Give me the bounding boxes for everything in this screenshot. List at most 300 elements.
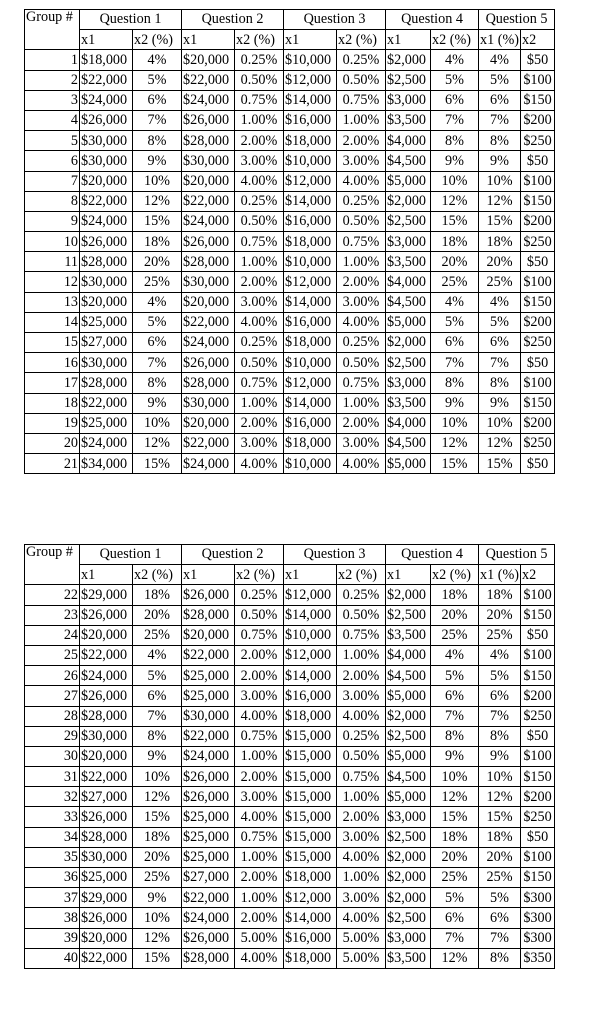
value-cell: 5% — [431, 888, 479, 908]
value-cell: $15,000 — [284, 787, 337, 807]
table-row — [25, 90, 555, 110]
value-cell: 18% — [479, 827, 521, 847]
value-cell: 1.00% — [235, 847, 284, 867]
value-cell: 6% — [479, 686, 521, 706]
value-cell: 0.75% — [337, 90, 386, 110]
value-cell: $12,000 — [284, 70, 337, 90]
value-cell: $100 — [521, 373, 555, 393]
value-cell: 1.00% — [235, 393, 284, 413]
value-cell: $30,000 — [182, 393, 235, 413]
value-cell: $15,000 — [284, 726, 337, 746]
value-cell: $3,500 — [386, 252, 431, 272]
value-cell: $3,500 — [386, 948, 431, 968]
value-cell: $28,000 — [80, 252, 133, 272]
value-cell: $26,000 — [80, 232, 133, 252]
variable-header: x1 — [182, 30, 235, 50]
question-header: Question 4 — [386, 10, 479, 30]
group-number-cell: 4 — [25, 110, 80, 130]
variable-header: x1 — [182, 565, 235, 585]
value-cell: 4.00% — [235, 312, 284, 332]
table-row — [25, 211, 555, 231]
value-cell: $2,500 — [386, 211, 431, 231]
value-cell: 25% — [133, 272, 182, 292]
group-number-cell: 21 — [25, 454, 80, 474]
value-cell: $12,000 — [284, 272, 337, 292]
value-cell: 20% — [431, 252, 479, 272]
value-cell: $25,000 — [80, 868, 133, 888]
value-cell: 0.50% — [337, 211, 386, 231]
table-row — [25, 70, 555, 90]
value-cell: 0.25% — [337, 50, 386, 70]
variable-header: x2 — [521, 565, 555, 585]
value-cell: $16,000 — [284, 413, 337, 433]
value-cell: $20,000 — [80, 171, 133, 191]
table-row — [25, 50, 555, 70]
value-cell: $15,000 — [284, 827, 337, 847]
value-cell: 4.00% — [337, 312, 386, 332]
group-number-cell: 17 — [25, 373, 80, 393]
group-number-cell: 38 — [25, 908, 80, 928]
question-header: Question 3 — [284, 545, 386, 565]
group-number-cell: 36 — [25, 868, 80, 888]
value-cell: $20,000 — [80, 292, 133, 312]
value-cell: 3.00% — [235, 151, 284, 171]
table-row — [25, 868, 555, 888]
value-cell: $24,000 — [182, 454, 235, 474]
value-cell: $26,000 — [80, 605, 133, 625]
value-cell: $2,000 — [386, 191, 431, 211]
value-cell: 3.00% — [337, 151, 386, 171]
value-cell: $22,000 — [182, 726, 235, 746]
value-cell: $12,000 — [284, 585, 337, 605]
value-cell: 8% — [133, 131, 182, 151]
data-table-groups-22-40 — [24, 544, 555, 969]
group-number-cell: 22 — [25, 585, 80, 605]
header-row-questions — [25, 10, 555, 30]
table-row — [25, 847, 555, 867]
value-cell: 9% — [431, 151, 479, 171]
question-header: Question 5 — [479, 10, 555, 30]
value-cell: 12% — [479, 191, 521, 211]
question-header: Question 2 — [182, 545, 284, 565]
value-cell: $18,000 — [284, 948, 337, 968]
value-cell: 9% — [133, 746, 182, 766]
question-header: Question 1 — [80, 10, 182, 30]
value-cell: 12% — [133, 191, 182, 211]
value-cell: $5,000 — [386, 312, 431, 332]
value-cell: 12% — [133, 787, 182, 807]
value-cell: 12% — [431, 433, 479, 453]
value-cell: 7% — [431, 706, 479, 726]
value-cell: $25,000 — [182, 827, 235, 847]
value-cell: $250 — [521, 807, 555, 827]
group-number-cell: 25 — [25, 645, 80, 665]
value-cell: 0.25% — [337, 333, 386, 353]
value-cell: $28,000 — [80, 827, 133, 847]
value-cell: $300 — [521, 888, 555, 908]
value-cell: $25,000 — [182, 847, 235, 867]
value-cell: 15% — [479, 807, 521, 827]
value-cell: 6% — [479, 908, 521, 928]
table-row — [25, 151, 555, 171]
value-cell: 18% — [479, 585, 521, 605]
group-header: Group # — [25, 545, 80, 585]
value-cell: 5% — [431, 666, 479, 686]
value-cell: $15,000 — [284, 807, 337, 827]
value-cell: $24,000 — [182, 908, 235, 928]
group-number-cell: 26 — [25, 666, 80, 686]
value-cell: $30,000 — [182, 151, 235, 171]
value-cell: $30,000 — [182, 706, 235, 726]
value-cell: $50 — [521, 50, 555, 70]
value-cell: 2.00% — [337, 131, 386, 151]
value-cell: 3.00% — [337, 827, 386, 847]
group-number-cell: 7 — [25, 171, 80, 191]
value-cell: 15% — [479, 454, 521, 474]
value-cell: 0.50% — [235, 70, 284, 90]
value-cell: $30,000 — [80, 272, 133, 292]
value-cell: 2.00% — [235, 666, 284, 686]
value-cell: 3.00% — [235, 686, 284, 706]
value-cell: $24,000 — [80, 211, 133, 231]
value-cell: $24,000 — [80, 90, 133, 110]
value-cell: 5% — [479, 70, 521, 90]
value-cell: $150 — [521, 292, 555, 312]
value-cell: 3.00% — [235, 292, 284, 312]
value-cell: 4.00% — [235, 706, 284, 726]
value-cell: $26,000 — [182, 928, 235, 948]
value-cell: $22,000 — [182, 645, 235, 665]
value-cell: 8% — [431, 726, 479, 746]
value-cell: 0.50% — [337, 70, 386, 90]
value-cell: $14,000 — [284, 605, 337, 625]
table-row — [25, 625, 555, 645]
value-cell: $200 — [521, 312, 555, 332]
value-cell: $2,000 — [386, 706, 431, 726]
value-cell: $10,000 — [284, 454, 337, 474]
value-cell: 5.00% — [235, 928, 284, 948]
value-cell: 20% — [479, 605, 521, 625]
value-cell: $22,000 — [80, 645, 133, 665]
question-header: Question 1 — [80, 545, 182, 565]
value-cell: 0.75% — [235, 726, 284, 746]
value-cell: $5,000 — [386, 454, 431, 474]
value-cell: $50 — [521, 151, 555, 171]
value-cell: 18% — [133, 232, 182, 252]
value-cell: 9% — [479, 393, 521, 413]
value-cell: 8% — [479, 726, 521, 746]
value-cell: $2,500 — [386, 827, 431, 847]
value-cell: $4,500 — [386, 151, 431, 171]
value-cell: $27,000 — [182, 868, 235, 888]
value-cell: $50 — [521, 625, 555, 645]
value-cell: 8% — [479, 948, 521, 968]
value-cell: 6% — [133, 90, 182, 110]
value-cell: $14,000 — [284, 666, 337, 686]
value-cell: $27,000 — [80, 333, 133, 353]
value-cell: 7% — [479, 928, 521, 948]
value-cell: $2,000 — [386, 333, 431, 353]
value-cell: 18% — [133, 585, 182, 605]
value-cell: $30,000 — [80, 353, 133, 373]
table-row — [25, 232, 555, 252]
value-cell: 4.00% — [235, 171, 284, 191]
value-cell: 6% — [431, 333, 479, 353]
variable-header: x1 (%) — [479, 565, 521, 585]
value-cell: 8% — [431, 131, 479, 151]
value-cell: $30,000 — [80, 131, 133, 151]
value-cell: 12% — [479, 433, 521, 453]
value-cell: $300 — [521, 928, 555, 948]
value-cell: $100 — [521, 645, 555, 665]
value-cell: $200 — [521, 211, 555, 231]
group-number-cell: 24 — [25, 625, 80, 645]
value-cell: $20,000 — [182, 171, 235, 191]
value-cell: 20% — [431, 847, 479, 867]
value-cell: $150 — [521, 90, 555, 110]
value-cell: 15% — [133, 807, 182, 827]
value-cell: $30,000 — [182, 272, 235, 292]
value-cell: 10% — [133, 908, 182, 928]
value-cell: 20% — [133, 252, 182, 272]
table-row — [25, 373, 555, 393]
value-cell: $22,000 — [182, 312, 235, 332]
value-cell: 5% — [479, 312, 521, 332]
table-row — [25, 706, 555, 726]
value-cell: $50 — [521, 353, 555, 373]
value-cell: 9% — [479, 151, 521, 171]
value-cell: 1.00% — [337, 110, 386, 130]
value-cell: $26,000 — [182, 787, 235, 807]
value-cell: 0.75% — [235, 232, 284, 252]
value-cell: $150 — [521, 666, 555, 686]
value-cell: $25,000 — [182, 686, 235, 706]
value-cell: 6% — [133, 686, 182, 706]
value-cell: 7% — [479, 110, 521, 130]
variable-header: x1 — [80, 30, 133, 50]
value-cell: 20% — [431, 605, 479, 625]
value-cell: 7% — [479, 353, 521, 373]
variable-header: x2 — [521, 30, 555, 50]
value-cell: $22,000 — [182, 70, 235, 90]
group-number-cell: 31 — [25, 767, 80, 787]
value-cell: $4,500 — [386, 767, 431, 787]
value-cell: 4.00% — [337, 847, 386, 867]
group-number-cell: 18 — [25, 393, 80, 413]
value-cell: 20% — [479, 252, 521, 272]
value-cell: $5,000 — [386, 171, 431, 191]
value-cell: $3,000 — [386, 373, 431, 393]
value-cell: $4,000 — [386, 272, 431, 292]
table-row — [25, 746, 555, 766]
value-cell: $18,000 — [284, 868, 337, 888]
value-cell: $16,000 — [284, 110, 337, 130]
value-cell: 15% — [133, 454, 182, 474]
value-cell: 25% — [133, 625, 182, 645]
value-cell: 5.00% — [337, 948, 386, 968]
value-cell: $2,500 — [386, 726, 431, 746]
group-number-cell: 35 — [25, 847, 80, 867]
group-number-cell: 32 — [25, 787, 80, 807]
value-cell: 12% — [431, 787, 479, 807]
value-cell: $10,000 — [284, 50, 337, 70]
value-cell: $24,000 — [182, 333, 235, 353]
data-table-groups-1-21 — [24, 9, 555, 474]
table-row — [25, 585, 555, 605]
table-row — [25, 333, 555, 353]
table-row — [25, 645, 555, 665]
value-cell: 2.00% — [235, 908, 284, 928]
value-cell: $350 — [521, 948, 555, 968]
value-cell: $28,000 — [182, 373, 235, 393]
value-cell: $24,000 — [80, 433, 133, 453]
value-cell: $24,000 — [80, 666, 133, 686]
variable-header: x2 (%) — [133, 565, 182, 585]
value-cell: 2.00% — [235, 645, 284, 665]
value-cell: 4% — [431, 645, 479, 665]
value-cell: 9% — [431, 393, 479, 413]
value-cell: 5.00% — [337, 928, 386, 948]
value-cell: 15% — [431, 807, 479, 827]
group-number-cell: 9 — [25, 211, 80, 231]
value-cell: $14,000 — [284, 191, 337, 211]
value-cell: 7% — [133, 110, 182, 130]
value-cell: $150 — [521, 393, 555, 413]
table-row — [25, 110, 555, 130]
value-cell: $26,000 — [182, 585, 235, 605]
table-row — [25, 807, 555, 827]
value-cell: 1.00% — [235, 746, 284, 766]
value-cell: 7% — [133, 706, 182, 726]
value-cell: $10,000 — [284, 625, 337, 645]
value-cell: $3,000 — [386, 807, 431, 827]
group-number-cell: 3 — [25, 90, 80, 110]
value-cell: $29,000 — [80, 585, 133, 605]
value-cell: 0.75% — [235, 625, 284, 645]
value-cell: $4,000 — [386, 645, 431, 665]
value-cell: $4,500 — [386, 666, 431, 686]
variable-header: x2 (%) — [337, 30, 386, 50]
value-cell: 25% — [431, 868, 479, 888]
value-cell: $5,000 — [386, 787, 431, 807]
value-cell: $15,000 — [284, 767, 337, 787]
value-cell: 15% — [431, 211, 479, 231]
table-row — [25, 454, 555, 474]
variable-header: x1 — [386, 565, 431, 585]
value-cell: $100 — [521, 272, 555, 292]
value-cell: 4.00% — [235, 807, 284, 827]
value-cell: $14,000 — [284, 908, 337, 928]
question-header: Question 2 — [182, 10, 284, 30]
value-cell: 0.75% — [337, 232, 386, 252]
value-cell: 5% — [479, 666, 521, 686]
value-cell: $4,000 — [386, 131, 431, 151]
value-cell: $15,000 — [284, 847, 337, 867]
value-cell: $5,000 — [386, 746, 431, 766]
variable-header: x1 — [284, 30, 337, 50]
value-cell: $4,500 — [386, 433, 431, 453]
value-cell: 3.00% — [235, 787, 284, 807]
value-cell: 18% — [479, 232, 521, 252]
value-cell: $26,000 — [80, 908, 133, 928]
value-cell: $27,000 — [80, 787, 133, 807]
value-cell: $16,000 — [284, 686, 337, 706]
value-cell: $26,000 — [80, 686, 133, 706]
variable-header: x2 (%) — [235, 565, 284, 585]
value-cell: 4% — [133, 645, 182, 665]
group-header: Group # — [25, 10, 80, 50]
value-cell: 9% — [431, 746, 479, 766]
value-cell: 18% — [431, 827, 479, 847]
value-cell: $20,000 — [182, 50, 235, 70]
value-cell: $18,000 — [284, 131, 337, 151]
value-cell: $2,500 — [386, 605, 431, 625]
value-cell: $25,000 — [80, 312, 133, 332]
value-cell: 0.25% — [235, 50, 284, 70]
variable-header: x2 (%) — [431, 30, 479, 50]
value-cell: $300 — [521, 908, 555, 928]
value-cell: 10% — [479, 171, 521, 191]
table-row — [25, 191, 555, 211]
value-cell: 4.00% — [337, 706, 386, 726]
value-cell: $22,000 — [182, 888, 235, 908]
variable-header: x1 — [284, 565, 337, 585]
value-cell: 10% — [431, 171, 479, 191]
value-cell: 25% — [479, 272, 521, 292]
table-row — [25, 686, 555, 706]
value-cell: 5% — [479, 888, 521, 908]
value-cell: 4% — [479, 50, 521, 70]
value-cell: 10% — [479, 767, 521, 787]
value-cell: $22,000 — [80, 767, 133, 787]
value-cell: $30,000 — [80, 847, 133, 867]
table-row — [25, 252, 555, 272]
value-cell: $25,000 — [80, 413, 133, 433]
value-cell: $28,000 — [182, 605, 235, 625]
value-cell: $2,000 — [386, 868, 431, 888]
value-cell: 0.75% — [337, 373, 386, 393]
value-cell: $3,500 — [386, 393, 431, 413]
value-cell: $26,000 — [80, 110, 133, 130]
table-row — [25, 131, 555, 151]
table-row — [25, 393, 555, 413]
value-cell: 25% — [431, 625, 479, 645]
header-row-variables — [25, 30, 555, 50]
table-row — [25, 171, 555, 191]
value-cell: 15% — [479, 211, 521, 231]
value-cell: 7% — [431, 110, 479, 130]
value-cell: $15,000 — [284, 746, 337, 766]
value-cell: $26,000 — [182, 110, 235, 130]
value-cell: $50 — [521, 252, 555, 272]
value-cell: 25% — [479, 868, 521, 888]
table-row — [25, 888, 555, 908]
value-cell: $29,000 — [80, 888, 133, 908]
value-cell: 9% — [479, 746, 521, 766]
value-cell: $12,000 — [284, 888, 337, 908]
table-row — [25, 948, 555, 968]
value-cell: 10% — [133, 171, 182, 191]
value-cell: 12% — [431, 191, 479, 211]
value-cell: $25,000 — [182, 666, 235, 686]
value-cell: $26,000 — [182, 232, 235, 252]
value-cell: $24,000 — [182, 746, 235, 766]
value-cell: $20,000 — [80, 625, 133, 645]
value-cell: $20,000 — [182, 413, 235, 433]
value-cell: 25% — [431, 272, 479, 292]
value-cell: 1.00% — [235, 110, 284, 130]
table-row — [25, 605, 555, 625]
